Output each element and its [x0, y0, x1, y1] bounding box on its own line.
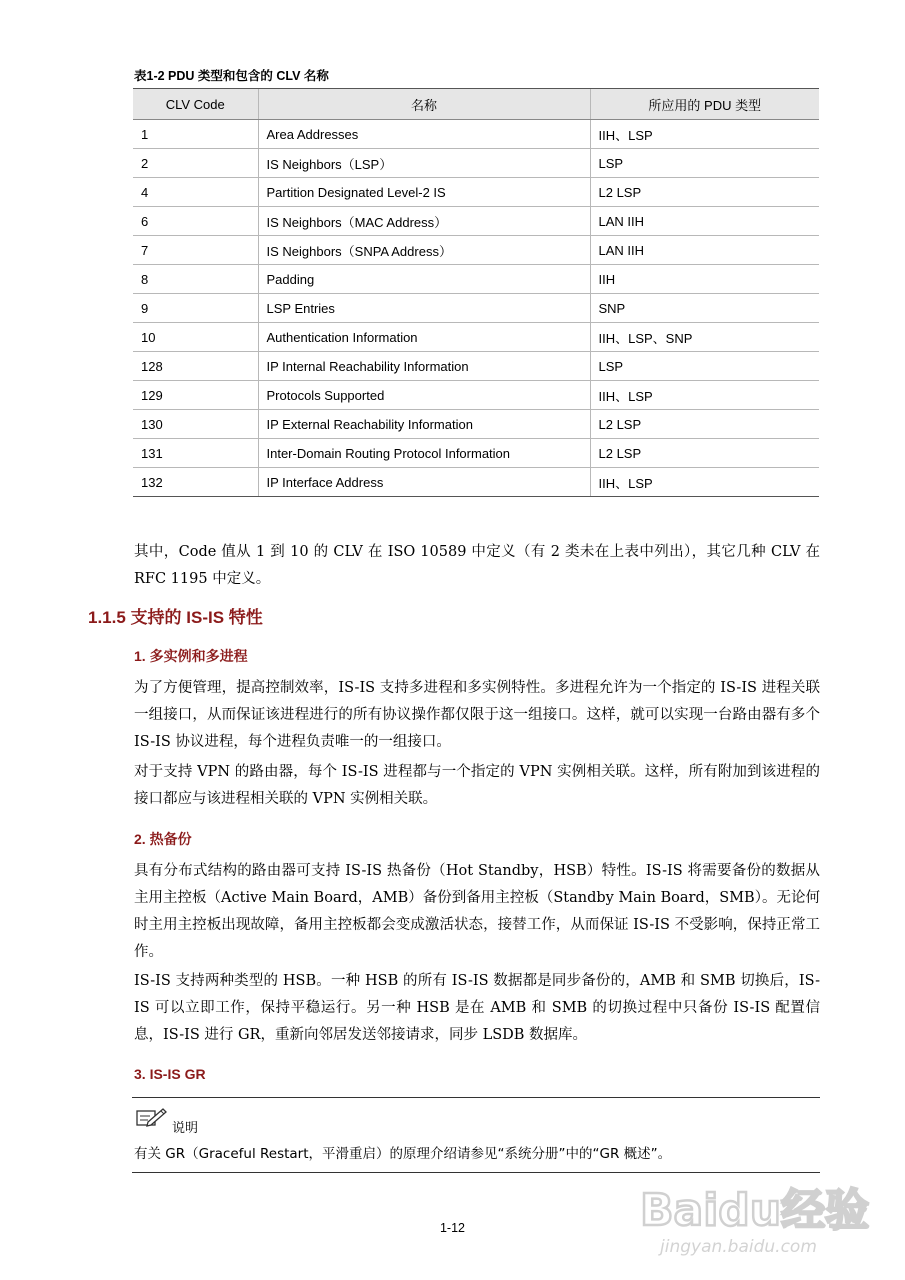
paragraph-vpn: 对于支持 VPN 的路由器，每个 IS-IS 进程都与一个指定的 VPN 实例相关联。这样，所有附加到该进程的接口都应与该进程相关联的 VPN 实例相关联。	[134, 764, 820, 807]
table-row	[133, 294, 819, 323]
cell-name: Padding	[258, 265, 590, 294]
cell-code: 130	[133, 410, 258, 439]
note-pencil-icon	[136, 1106, 168, 1128]
table-caption: 表1-2 PDU 类型和包含的 CLV 名称	[134, 69, 329, 83]
table-row	[133, 265, 819, 294]
cell-code: 2	[133, 149, 258, 178]
cell-pdu: IIH、LSP	[590, 381, 819, 410]
section-heading: 1.1.5 支持的 IS-IS 特性	[88, 608, 263, 627]
cell-pdu: LAN IIH	[590, 207, 819, 236]
cell-code: 129	[133, 381, 258, 410]
cell-name: IP External Reachability Information	[258, 410, 590, 439]
cell-name: Area Addresses	[258, 120, 590, 149]
table-row	[133, 410, 819, 439]
cell-pdu: SNP	[590, 294, 819, 323]
cell-code: 4	[133, 178, 258, 207]
table-row	[133, 323, 819, 352]
cell-code: 9	[133, 294, 258, 323]
cell-name: Protocols Supported	[258, 381, 590, 410]
cell-name: IS Neighbors（LSP）	[258, 149, 590, 178]
cell-name: Authentication Information	[258, 323, 590, 352]
note-text: 有关 GR（Graceful Restart，平滑重启）的原理介绍请参见“系统分册”中的“GR 概述”。	[134, 1146, 672, 1162]
paragraph-hsb: 具有分布式结构的路由器可支持 IS-IS 热备份（Hot Standby，HSB）特性。IS-IS 将需要备份的数据从主用主控板（Active Main Board，AMB）备份到备用主控板（Standby Main Board，SMB）。无论何时主用主控板出现故障，备用主控板都会变成激活状态，接替工作，从而保证 IS-IS 不受影响，保持正常工作。	[134, 863, 820, 960]
page-number: 1-12	[439, 1221, 466, 1235]
cell-code: 128	[133, 352, 258, 381]
cell-name: IS Neighbors（SNPA Address）	[258, 236, 590, 265]
table-row	[133, 468, 819, 497]
watermark-url: jingyan.baidu.com	[660, 1237, 817, 1257]
cell-pdu: L2 LSP	[590, 410, 819, 439]
header-clv-code: CLV Code	[133, 89, 258, 120]
cell-pdu: IIH	[590, 265, 819, 294]
cell-code: 131	[133, 439, 258, 468]
cell-pdu: IIH、LSP	[590, 468, 819, 497]
intro-paragraph: 其中，Code 值从 1 到 10 的 CLV 在 ISO 10589 中定义（有 2 类未在上表中列出），其它几种 CLV 在 RFC 1195 中定义。	[134, 544, 820, 587]
cell-code: 8	[133, 265, 258, 294]
table-row	[133, 178, 819, 207]
paragraph-multi-process: 为了方便管理，提高控制效率，IS-IS 支持多进程和多实例特性。多进程允许为一个指定的 IS-IS 进程关联一组接口，从而保证该进程进行的所有协议操作都仅限于这一组接口。这样，就可以实现一台路由器有多个 IS-IS 协议进程，每个进程负责唯一的一组接口。	[134, 680, 820, 750]
cell-pdu: L2 LSP	[590, 439, 819, 468]
cell-pdu: LSP	[590, 149, 819, 178]
cell-name: LSP Entries	[258, 294, 590, 323]
table-row	[133, 439, 819, 468]
watermark-brand: Baidu经验	[640, 1185, 870, 1236]
cell-code: 10	[133, 323, 258, 352]
cell-name: IP Interface Address	[258, 468, 590, 497]
table-row	[133, 149, 819, 178]
note-label: 说明	[172, 1120, 199, 1135]
cell-name: IS Neighbors（MAC Address）	[258, 207, 590, 236]
note-top-rule	[132, 1097, 820, 1098]
table-row	[133, 236, 819, 265]
table-header-row	[133, 89, 819, 120]
cell-pdu: L2 LSP	[590, 178, 819, 207]
cell-code: 7	[133, 236, 258, 265]
cell-name: IP Internal Reachability Information	[258, 352, 590, 381]
table-row	[133, 120, 819, 149]
subheading-multi-instance: 1. 多实例和多进程	[134, 648, 248, 664]
header-name: 名称	[258, 89, 590, 120]
cell-name: Partition Designated Level-2 IS	[258, 178, 590, 207]
cell-pdu: LSP	[590, 352, 819, 381]
header-pdu-type: 所应用的 PDU 类型	[590, 89, 819, 120]
paragraph-hsb-types: IS-IS 支持两种类型的 HSB。一种 HSB 的所有 IS-IS 数据都是同步备份的，AMB 和 SMB 切换后，IS-IS 可以立即工作，保持平稳运行。另一种 HSB 是在 AMB 和 SMB 的切换过程中只备份 IS-IS 配置信息，IS-IS 进行 GR，重新向邻居发送邻接请求，同步 LSDB 数据库。	[134, 973, 820, 1043]
cell-code: 6	[133, 207, 258, 236]
cell-code: 1	[133, 120, 258, 149]
table-row	[133, 207, 819, 236]
table-row	[133, 352, 819, 381]
cell-code: 132	[133, 468, 258, 497]
cell-pdu: IIH、LSP	[590, 120, 819, 149]
subheading-hot-standby: 2. 热备份	[134, 831, 192, 847]
table-row	[133, 381, 819, 410]
cell-name: Inter-Domain Routing Protocol Information	[258, 439, 590, 468]
subheading-isis-gr: 3. IS-IS GR	[134, 1066, 206, 1082]
cell-pdu: LAN IIH	[590, 236, 819, 265]
clv-table	[133, 88, 819, 497]
cell-pdu: IIH、LSP、SNP	[590, 323, 819, 352]
